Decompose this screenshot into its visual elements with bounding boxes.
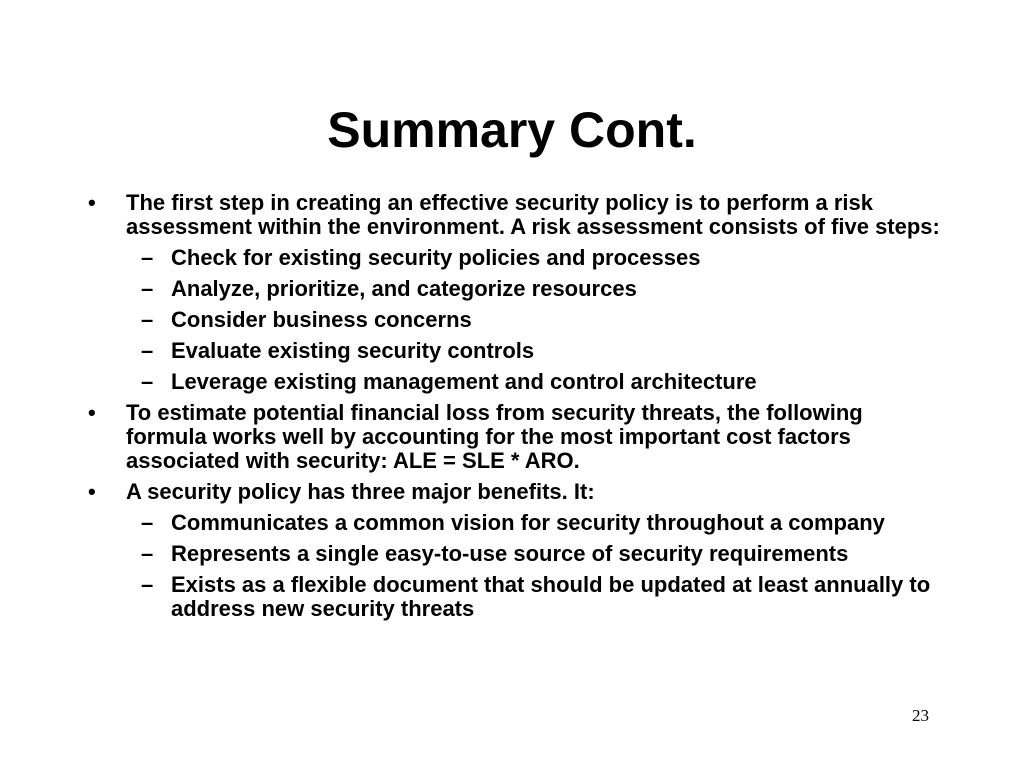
sub-bullet-item: [88, 511, 948, 535]
bullet-item: [88, 401, 948, 473]
bullet-text: A security policy has three major benefits. It:: [126, 479, 595, 504]
sub-bullet-text: Communicates a common vision for security throughout a company: [171, 510, 885, 535]
bullet-item: [88, 191, 948, 239]
bullet-text: To estimate potential financial loss from security threats, the following formula works well by accounting for the most important cost factors associated with security: ALE = SLE * ARO.: [126, 400, 863, 473]
sub-bullet-text: Evaluate existing security controls: [171, 338, 535, 363]
page-number: 23: [912, 706, 929, 725]
sub-bullet-item: [88, 573, 948, 621]
sub-bullet-marker: –: [141, 541, 154, 566]
sub-bullet-text: Exists as a flexible document that should be updated at least annually to address new security threats: [171, 572, 931, 621]
sub-bullet-item: [88, 542, 948, 566]
sub-bullet-marker: –: [141, 338, 154, 363]
sub-bullet-marker: –: [141, 245, 154, 270]
sub-bullet-marker: –: [141, 572, 154, 597]
sub-bullet-item: [88, 308, 948, 332]
sub-bullet-text: Represents a single easy-to-use source of security requirements: [171, 541, 849, 566]
sub-bullet-text: Consider business concerns: [171, 307, 472, 332]
sub-bullet-text: Analyze, prioritize, and categorize resources: [171, 276, 637, 301]
sub-bullet-marker: –: [141, 510, 154, 535]
sub-bullet-marker: –: [141, 307, 154, 332]
slide-title: Summary Cont.: [327, 102, 697, 158]
sub-bullet-item: [88, 339, 948, 363]
slide-body: [88, 191, 948, 621]
sub-bullet-item: [88, 246, 948, 270]
bullet-text: The first step in creating an effective security policy is to perform a risk assessment within the environment. A risk assessment consists of five steps:: [126, 190, 940, 239]
sub-bullet-item: [88, 277, 948, 301]
bullet-marker: •: [88, 190, 96, 215]
bullet-marker: •: [88, 479, 96, 504]
sub-bullet-item: [88, 370, 948, 394]
sub-bullet-marker: –: [141, 369, 154, 394]
bullet-marker: •: [88, 400, 96, 425]
sub-bullet-marker: –: [141, 276, 154, 301]
sub-bullet-text: Check for existing security policies and processes: [171, 245, 701, 270]
bullet-item: [88, 480, 948, 504]
sub-bullet-text: Leverage existing management and control architecture: [171, 369, 757, 394]
